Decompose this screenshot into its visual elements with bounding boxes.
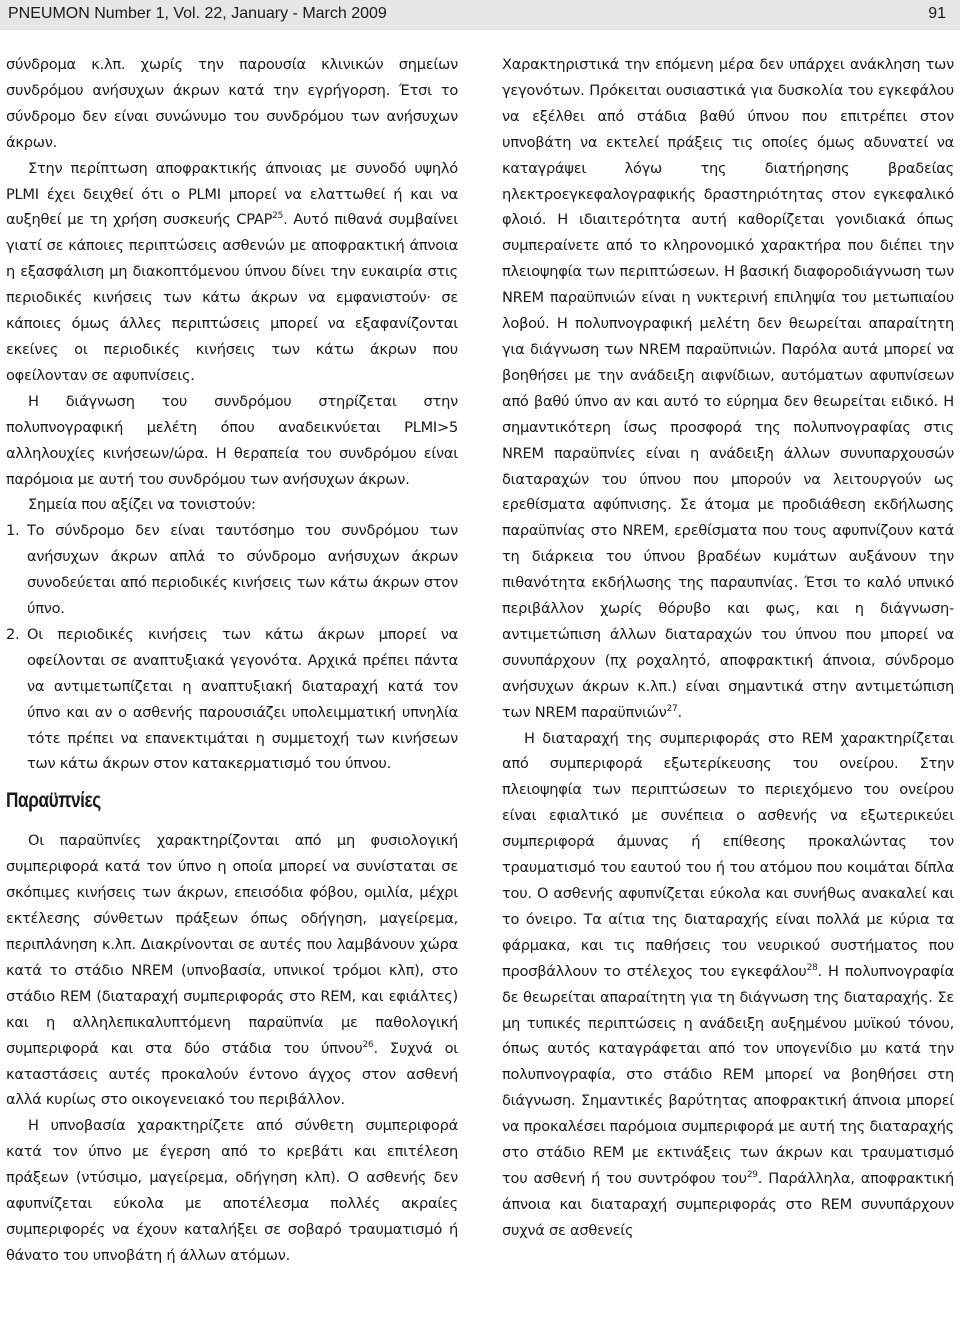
section-heading: Παραϋπνίες xyxy=(6,789,101,813)
paragraph: Οι παραϋπνίες χαρακτηρίζονται από μη φυσιολογική συμπεριφορά κατά τον ύπνο η οποία μπορεί να συνίσταται σε σκόπιμες κινήσεις των άκρων, επεισόδια φόβου, ομιλία, μέχρι εκτέλεσης σύνθετων πράξεων όπως οδήγηση, μαγείρεμα, περιπλάνηση κ.λπ. Διακρίνονται σε αυτές που λαμβάνουν χώρα κατά το στάδιο NREM (υπνοβασία, υπνικοί τρόμοι κλπ), στο στάδιο REM (διαταραχή συμπεριφοράς στο REM, και εφιάλτες) και η αλληλεπικαλυπτόμενη παραϋπνία με παθολογική συμπεριφορά και στα δύο στάδια του ύπνου$^{26}$. Συχνά οι καταστάσεις αυτές προκαλούν έντονο άγχος στον ασθενή αλλά κυρίως στο οικογενειακό του περιβάλλον. xyxy=(6,832,458,1109)
paragraph: Χαρακτηριστικά την επόμενη μέρα δεν υπάρχει ανάκληση των γεγονότων. Πρόκειται ουσιαστικά για δυσκολία του εγκεφάλου να εξέλθει από στάδια βαθύ ύπνου που επιτρέπει στον υπνοβάτη να εκτελεί πράξεις τις οποίες όμως αδυνατεί να καταγράψει λόγω της διατήρησης βραδείας ηλεκτροεγκεφαλογραφικής δραστηριότητας στον εγκεφαλικό φλοιό. Η ιδιαιτερότητα αυτή καθορίζεται γονιδιακά όπως συμπεραίνετε από το κληρονομικό χαρακτήρα που διέπει την πλειοψηφία των περιπτώσεων. Η βασική διαφοροδιάγνωση των NREM παραϋπνιών είναι η νυκτερινή επιληψία του μετωπιαίου λοβού. Η πολυπνογραφική μελέτη δεν θεωρείται απαραίτητη για διάγνωση των NREM παραϋπνιών. Παρόλα αυτά μπορεί να βοηθήσει με την ανάδειξη αιφνίδιων, αυτόματων αφυπνίσεων από βαθύ ύπνο αν και αυτό το εύρημα δεν θεωρείται ειδικό. Η σημαντικότερη ίσως προσφορά της πολυπνογραφίας στις NREM παραϋπνίες είναι η ανάδειξη άλλων συνυπαρχουσών διαταραχών του ύπνου που μπορούν να λειτουργούν ως ερεθίσματα αφύπνισης. Σε άτομα με προδιάθεση εκδήλωσης παραϋπνίας στο NREM, ερεθίσματα που τους αφυπνίζουν κατά τη διάρκεια του ύπνου βραδέων κυμάτων αυξάνουν την πιθανότητα εκδήλωσης της παραυπνίας. Έτσι το καλό υπνικό περιβάλλον χωρίς θόρυβο και φως, και η διάγνωση-αντιμετώπιση άλλων διαταραχών του ύπνου που μπορεί να συνυπάρχουν (πχ ροχαλητό, αποφρακτική άπνοια, σύνδρομο ανήσυχων άκρων κ.λπ.) είναι σημαντικά στην αντιμετώπιση των NREM παραϋπνιών$^{27}$. xyxy=(502,56,954,721)
right-column xyxy=(502,52,954,1244)
page-number: 91 xyxy=(928,5,946,22)
paragraph: Στην περίπτωση αποφρακτικής άπνοιας με συνοδό υψηλό PLMI έχει δειχθεί ότι ο PLMI μπορεί να ελαττωθεί ή και να αυξηθεί με τη χρήση συσκευής CPAP$^{25}$. Αυτό πιθανά συμβαίνει γιατί σε κάποιες περιπτώσεις ασθενών με αποφρακτική άπνοια η εξασφάλιση μη διακοπτόμενου ύπνου δίνει την ευκαιρία στις περιοδικές κινήσεις των κάτω άκρων να εμφανιστούν· σε κάποιες όμως άλλες περιπτώσεις μπορεί να εξαφανίζονται εκείνες οι περιοδικές κινήσεις των κάτω άκρων που οφείλονταν σε αφυπνίσεις. xyxy=(6,159,458,384)
list-item: 1. Το σύνδρομο δεν είναι ταυτόσημο του συνδρόμου των ανήσυχων άκρων απλά το σύνδρομο ανήσυχων άκρων συνοδεύεται από περιοδικές κινήσεις των κάτω άκρων στον ύπνο. xyxy=(6,522,458,618)
running-header xyxy=(0,0,960,30)
numbered-list xyxy=(6,518,458,777)
paragraph: Σημεία που αξίζει να τονιστούν: xyxy=(28,496,256,514)
reference-superscript: 28 xyxy=(806,962,818,973)
reference-superscript: 27 xyxy=(666,703,678,714)
reference-superscript: 26 xyxy=(362,1039,374,1050)
journal-citation: PNEUMON Number 1, Vol. 22, January - March 2009 xyxy=(8,5,387,22)
paragraph: σύνδρομα κ.λπ. χωρίς την παρουσία κλινικών σημείων συνδρόμου ανήσυχων άκρων κατά την εγρήγορση. Έτσι το σύνδρομο δεν είναι συνώνυμο του συνδρόμου των ανήσυχων άκρων. xyxy=(6,56,458,151)
paragraph: Η διάγνωση του συνδρόμου στηρίζεται στην πολυπνογραφική μελέτη όπου αναδεικνύεται PLMI>5 αλληλουχίες κινήσεων/ώρα. Η θεραπεία του συνδρόμου είναι παρόμοια με αυτή του συνδρόμου των ανήσυχων άκρων. xyxy=(6,392,458,488)
list-item: 2. Οι περιοδικές κινήσεις των κάτω άκρων μπορεί να οφείλονται σε αναπτυξιακά γεγονότα. Αρχικά πρέπει πάντα να αντιμετωπίζεται η αναπτυξιακή διαταραχή κατά τον ύπνο και αν ο ασθενής παρουσιάζει υπολειμματική υπνηλία τότε πρέπει να επανεκτιμάται η συμμετοχή των κινήσεων των κάτω άκρων στον κατακερματισμό του ύπνου. xyxy=(6,625,458,773)
left-column xyxy=(6,52,458,1269)
paragraph: Η διαταραχή της συμπεριφοράς στο REM χαρακτηρίζεται από συμπεριφορά εξωτερίκευσης του ονείρου. Στην πλειοψηφία των περιπτώσεων το περιεχόμενο του ονείρου είναι εφιαλτικό με συνέπεια ο ασθενής να εξωτερικεύει συμπεριφορά άμυνας ή επίθεσης προκαλώντας τον τραυματισμό του εαυτού του ή του ατόμου που κοιμάται δίπλα του. Ο ασθενής αφυπνίζεται εύκολα και συνήθως ανακαλεί και το όνειρο. Τα αίτια της διαταραχής είναι πολλά με κύρια τα φάρμακα, και τις παθήσεις του νευρικού συστήματος που προσβάλλουν το στέλεχος του εγκεφάλου$^{28}$. Η πολυπνογραφία δε θεωρείται απαραίτητη για τη διάγνωση της διαταραχής. Σε μη τυπικές περιπτώσεις η ανάδειξη αυξημένου μυϊκού τόνου, όπως αυτός καταγράφεται από τον υπογενίδιο μυ κατά την πολυπνογραφία, στο στάδιο REM μπορεί να βοηθήσει στη διάγνωση. Σημαντικές βαρύτητας αποφρακτική άπνοια μπορεί να προκαλέσει παρόμοια συμπεριφορά με αυτή της διαταραχής στο στάδιο REM με εκτινάξεις των άκρων και τραυματισμό του ασθενή ή του συντρόφου του$^{29}$. Παράλληλα, αποφρακτική άπνοια και διαταραχή συμπεριφοράς στο REM συνυπάρχουν συχνά σε ασθενείς xyxy=(502,729,954,1239)
reference-superscript: 25 xyxy=(272,211,284,222)
paragraph: Η υπνοβασία χαρακτηρίζετε από σύνθετη συμπεριφορά κατά τον ύπνο με έγερση από το κρεβάτι και επιτέλεση πράξεων (ντύσιμο, μαγείρεμα, οδήγηση κλπ). Ο ασθενής δεν αφυπνίζεται εύκολα με αποτέλεσμα πολλές ακραίες συμπεριφορές να έχουν καταλήξει σε σοβαρό τραυματισμό ή θάνατο του υπνοβάτη ή άλλων ατόμων. xyxy=(6,1117,458,1264)
reference-superscript: 29 xyxy=(746,1170,758,1181)
